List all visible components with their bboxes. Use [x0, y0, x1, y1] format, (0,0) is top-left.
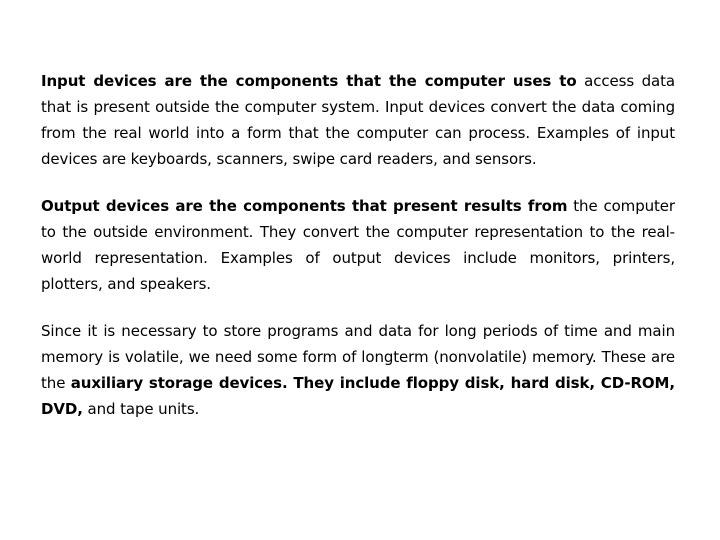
input-devices-text: access data that is present outside the computer system. Input devices convert the data coming from the real world into a form that the computer can process. Examples of input devices are keyboards, scanners, swipe card readers, and sensors.: [41, 72, 675, 168]
input-devices-bold-lead: Input devices are the components that the computer uses to: [41, 72, 577, 90]
paragraph-input-devices: [41, 68, 675, 172]
output-devices-text: the computer to the outside environment. They convert the computer representation to the real-world representation. Examples of output devices include monitors, printers, plotters, and speakers.: [41, 197, 676, 293]
output-devices-bold-lead: Output devices are the components that present results from: [41, 197, 568, 215]
auxiliary-storage-bold-mid: auxiliary storage devices. They include floppy disk, hard disk, CD-ROM, DVD,: [41, 374, 675, 418]
auxiliary-storage-text-start: Since it is necessary to store programs and data for long periods of time and main memory is volatile, we need some form of longterm (nonvolatile) memory. These are the: [41, 322, 675, 392]
paragraph-auxiliary-storage: [41, 318, 675, 422]
document-page: [41, 68, 675, 443]
paragraph-output-devices: [41, 193, 675, 297]
auxiliary-storage-text-end: and tape units.: [82, 400, 200, 418]
